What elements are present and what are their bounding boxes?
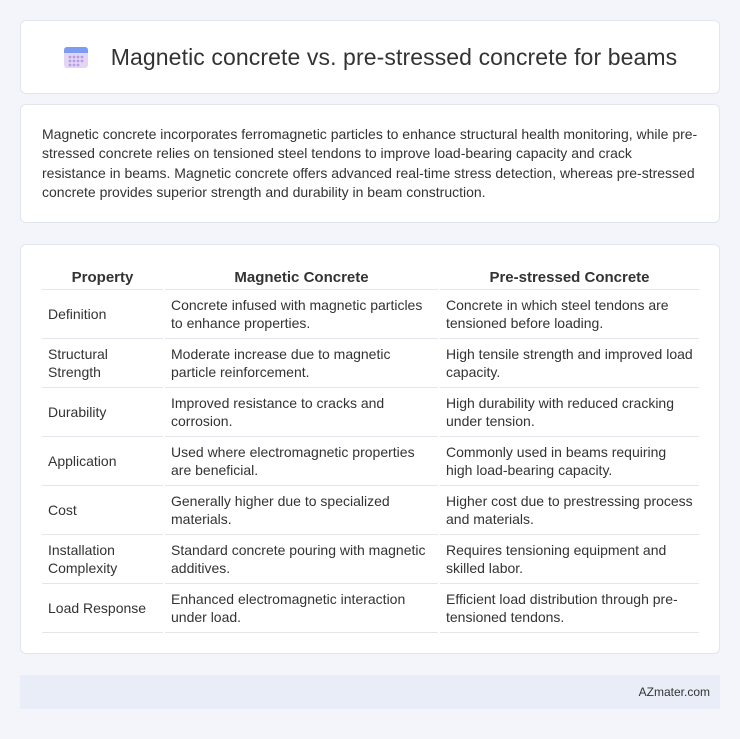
header-property: Property [42, 266, 163, 290]
prestressed-cell: Concrete in which steel tendons are tensioned before loading. [440, 290, 699, 339]
magnetic-cell: Concrete infused with magnetic particles to enhance properties. [165, 290, 438, 339]
table-row [42, 339, 699, 388]
property-cell: Durability [42, 388, 163, 437]
table-row [42, 388, 699, 437]
property-cell: Application [42, 437, 163, 486]
comparison-table [40, 266, 701, 633]
summary-text: Magnetic concrete incorporates ferromagnetic particles to enhance structural health monitoring, while pre-stressed concrete relies on tensioned steel tendons to improve load-bearing capacity and crack resistance in beams. Magnetic concrete offers advanced real-time stress detection, whereas pre-stressed concrete provides superior strength and durability in beam construction. [42, 126, 698, 201]
prestressed-cell: Commonly used in beams requiring high load-bearing capacity. [440, 437, 699, 486]
table-header-row [42, 266, 699, 290]
header-pre-stressed-concrete: Pre-stressed Concrete [440, 266, 699, 290]
prestressed-cell: High durability with reduced cracking under tension. [440, 388, 699, 437]
property-cell: Cost [42, 486, 163, 535]
summary-card [20, 104, 720, 223]
table-row [42, 535, 699, 584]
comparison-table-card [20, 244, 720, 654]
prestressed-cell: Efficient load distribution through pre-tensioned tendons. [440, 584, 699, 633]
table-row [42, 437, 699, 486]
footer [20, 675, 720, 709]
prestressed-cell: Requires tensioning equipment and skilled labor. [440, 535, 699, 584]
magnetic-cell: Standard concrete pouring with magnetic additives. [165, 535, 438, 584]
magnetic-cell: Moderate increase due to magnetic particle reinforcement. [165, 339, 438, 388]
magnetic-cell: Used where electromagnetic properties are beneficial. [165, 437, 438, 486]
table-row [42, 584, 699, 633]
property-cell: Installation Complexity [42, 535, 163, 584]
calendar-icon [63, 44, 89, 70]
title-card [20, 20, 720, 94]
footer-site-name[interactable]: AZmater.com [638, 685, 710, 699]
magnetic-cell: Improved resistance to cracks and corrosion. [165, 388, 438, 437]
magnetic-cell: Enhanced electromagnetic interaction under load. [165, 584, 438, 633]
property-cell: Structural Strength [42, 339, 163, 388]
magnetic-cell: Generally higher due to specialized materials. [165, 486, 438, 535]
property-cell: Load Response [42, 584, 163, 633]
prestressed-cell: Higher cost due to prestressing process and materials. [440, 486, 699, 535]
header-magnetic-concrete: Magnetic Concrete [165, 266, 438, 290]
table-row [42, 486, 699, 535]
property-cell: Definition [42, 290, 163, 339]
page-title: Magnetic concrete vs. pre-stressed concrete for beams [110, 43, 678, 70]
prestressed-cell: High tensile strength and improved load capacity. [440, 339, 699, 388]
table-row [42, 290, 699, 339]
